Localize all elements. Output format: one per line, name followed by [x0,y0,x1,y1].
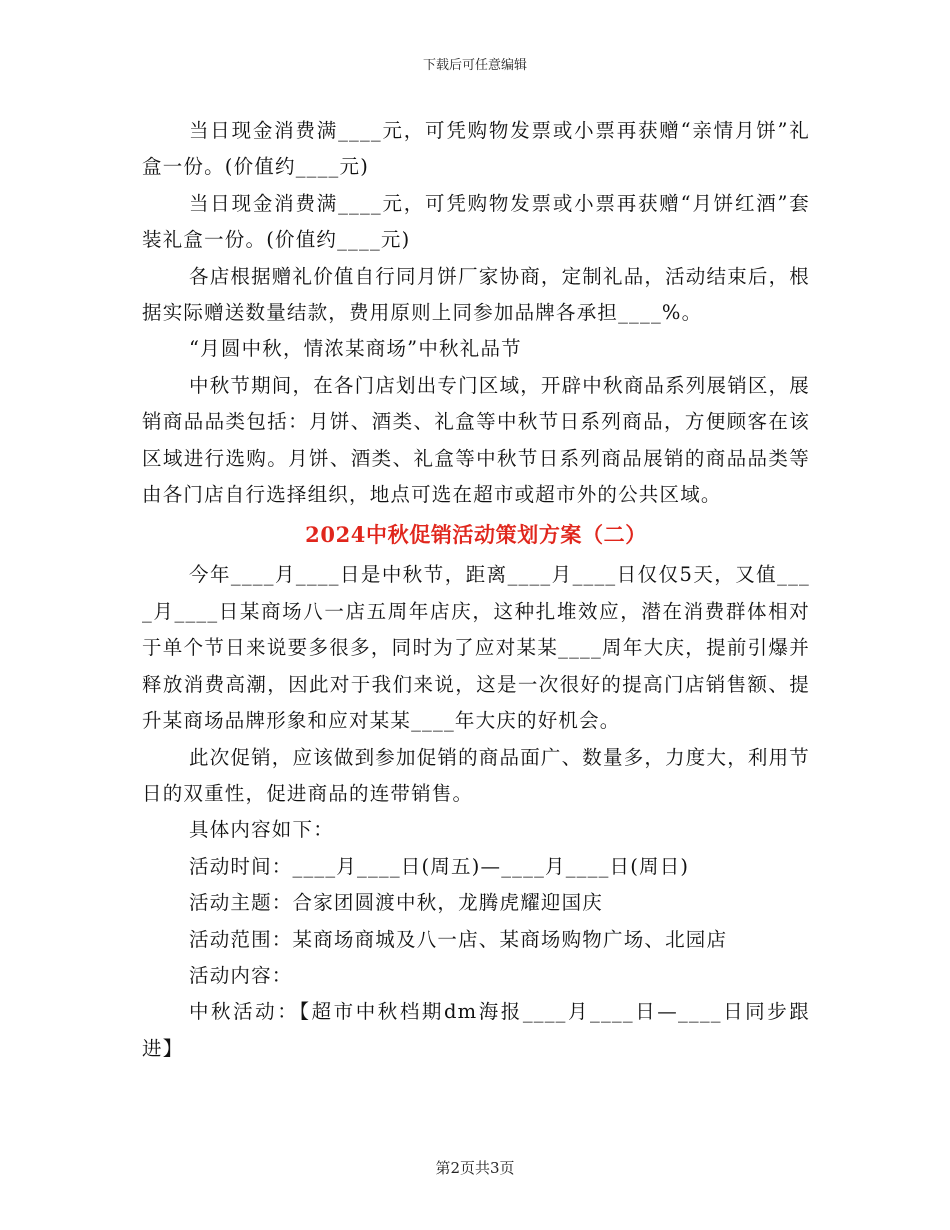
page-footer: 第2页共3页 [435,1159,515,1177]
document-body [142,113,810,1067]
paragraph-settlement: 各店根据赠礼价值自行同月饼厂家协商，定制礼品，活动结束后，根据实际赠送数量结款，费用原则上同参加品牌各承担____%。 [142,264,811,325]
paragraph-gift-wine: 当日现金消费满____元，可凭购物发票或小票再获赠“月饼红酒”套装礼盒一份。(价值约____元) [142,191,810,252]
paragraph-activity-content: 活动内容： [189,963,293,987]
paragraph-mid-autumn-activity: 中秋活动：【超市中秋档期dm海报____月____日—____日同步跟进】 [142,1000,810,1060]
paragraph-details-heading: 具体内容如下： [189,818,334,842]
paragraph-gift-mooncake: 当日现金消费满____元，可凭购物发票或小票再获赠“亲情月饼”礼盒一份。(价值约____元) [142,119,810,179]
page-header: 下载后可任意编辑 [422,58,527,73]
paragraph-activity-theme: 活动主题：合家团圆渡中秋，龙腾虎耀迎国庆 [189,891,604,915]
paragraph-promotion-goal: 此次促销，应该做到参加促销的商品面广、数量多，力度大，利用节日的双重性，促进商品的连带销售。 [142,745,811,805]
paragraph-exhibition-area: 中秋节期间，在各门店划出专门区域，开辟中秋商品系列展销区，展销商品品类包括：月饼、酒类、礼盒等中秋节日系列商品，方便顾客在该区域进行选购。月饼、酒类、礼盒等中秋节日系列商品展销的商品品类等由各门店自行选择组织，地点可选在超市或超市外的公共区域。 [142,373,811,507]
paragraph-activity-scope: 活动范围：某商场商城及八一店、某商场购物广场、北园店 [189,927,728,951]
section-title: 2024中秋促销活动策划方案（二） [305,522,647,548]
paragraph-intro: 今年____月____日是中秋节，距离____月____日仅仅5天，又值____月____日某商场八一店五周年店庆，这种扎堆效应，潜在消费群体相对于单个节日来说要多很多，同时为了应对某某____周年大庆，提前引爆并释放消费高潮，因此对于我们来说，这是一次很好的提高门店销售额、提升某商场品牌形象和应对某某____年大庆的好机会。 [142,563,810,733]
paragraph-activity-time: 活动时间：____月____日(周五)—____月____日(周日) [189,854,690,878]
paragraph-gift-festival-heading: “月圆中秋，情浓某商场”中秋礼品节 [189,337,522,361]
